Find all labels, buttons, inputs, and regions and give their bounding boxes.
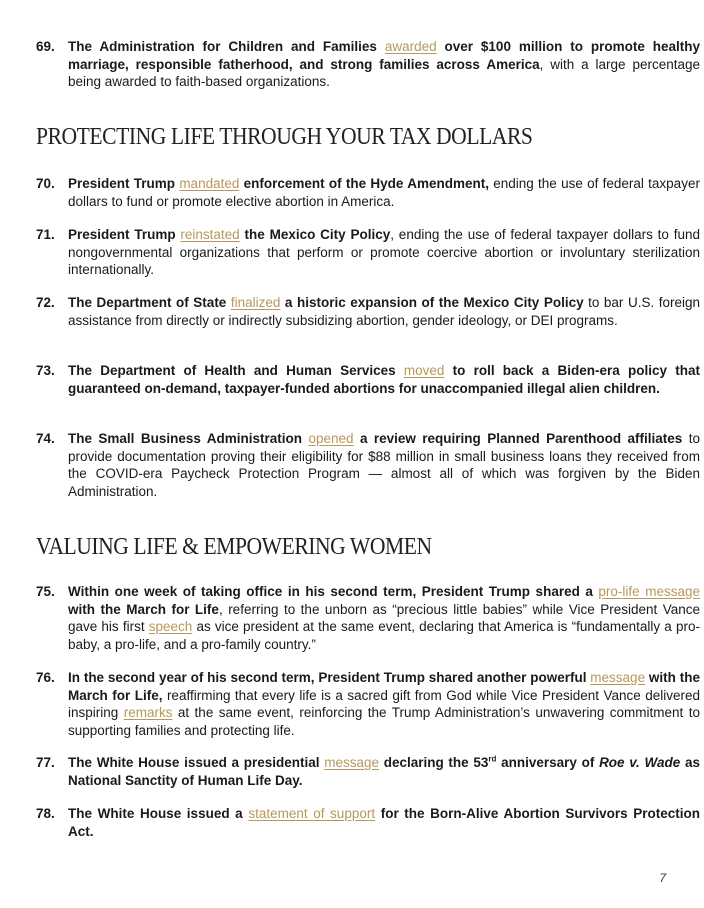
list-item-74	[36, 430, 700, 500]
item-bold-text: anniversary of	[501, 755, 595, 770]
item-bold-text: a historic expansion of the Mexico City Policy	[284, 295, 584, 310]
item-bold-text: The Department of State	[68, 295, 227, 310]
item-bold-text: The Department of Health and Human Services	[68, 363, 396, 378]
item-number: 70.	[36, 176, 55, 191]
link-reinstated[interactable]: reinstated	[180, 227, 240, 242]
item-number: 71.	[36, 227, 55, 242]
list-item-75	[36, 583, 700, 653]
link-opened[interactable]: opened	[308, 431, 354, 446]
item-bold-text: as National Sanctity of Human Life Day.	[68, 755, 700, 788]
section-heading-valuing-life: VALUING LIFE & EMPOWERING WOMEN	[36, 534, 432, 560]
item-text: as vice president at the same event, declaring that America is “fundamentally a pro-baby, a pro-life, and a pro-family country.”	[68, 619, 700, 652]
list-item-71	[36, 226, 700, 279]
item-text: , referring to the unborn as “precious little babies” while Vice President Vance gave his first	[68, 601, 700, 634]
item-bold-text: a review requiring Planned Parenthood affiliates	[359, 431, 683, 446]
ordinal-suffix: rd	[488, 754, 497, 764]
page-number: 7	[659, 871, 666, 885]
item-text: ending the use of federal taxpayer dollars to fund or promote elective abortion in America.	[68, 176, 700, 209]
item-text: , with a large percentage being awarded to faith-based organizations.	[68, 56, 701, 89]
item-text: reaffirming that every life is a sacred gift from God while Vice President Vance delivered inspiring	[68, 687, 700, 720]
item-bold-text: President Trump	[68, 227, 176, 242]
list-item-73	[36, 362, 700, 397]
link-finalized[interactable]: finalized	[230, 295, 281, 310]
item-bold-text: declaring the 53	[383, 755, 489, 770]
link-awarded[interactable]: awarded	[384, 39, 437, 54]
link-message[interactable]: message	[590, 670, 646, 685]
item-text: , ending the use of federal taxpayer dollars to fund nongovernmental organizations that perform or promote coercive abortion or involuntary sterilization internationally.	[68, 227, 700, 277]
item-number: 76.	[36, 670, 55, 685]
item-text: to provide documentation proving their eligibility for $88 million in small business loans they received from the COVID-era Paycheck Protection Program — almost all of which was forgiven by the Biden Administration.	[68, 431, 700, 499]
item-number: 69.	[36, 39, 55, 54]
list-item-70	[36, 175, 700, 210]
list-item-76	[36, 669, 700, 739]
item-bold-text: to roll back a Biden-era policy that guaranteed on-demand, taxpayer-funded abortions for unaccompanied illegal alien children.	[68, 363, 700, 396]
item-bold-text: The Administration for Children and Families	[68, 39, 377, 54]
item-number: 75.	[36, 584, 55, 599]
item-number: 73.	[36, 363, 55, 378]
item-number: 78.	[36, 806, 55, 821]
item-bold-text: The White House issued a	[68, 806, 243, 821]
item-bold-text: enforcement of the Hyde Amendment,	[243, 176, 489, 191]
item-bold-text: President Trump	[68, 176, 176, 191]
item-bold-text: with the March for Life,	[68, 670, 700, 703]
item-bold-text: the Mexico City Policy	[244, 227, 391, 242]
link-remarks[interactable]: remarks	[123, 705, 173, 720]
link-moved[interactable]: moved	[403, 363, 445, 378]
item-bold-text: for the Born-Alive Abortion Survivors Protection Act.	[68, 806, 700, 839]
link-mandated[interactable]: mandated	[179, 176, 240, 191]
item-bold-text: The White House issued a presidential	[68, 755, 320, 770]
item-text: to bar U.S. foreign assistance from directly or indirectly subsidizing abortion, gender ideology, or DEI programs.	[68, 295, 700, 328]
item-bold-text: The Small Business Administration	[68, 431, 303, 446]
link-statement-of-support[interactable]: statement of support	[248, 806, 376, 821]
item-text: at the same event, reinforcing the Trump Administration’s unwavering commitment to supporting families and protecting life.	[68, 705, 700, 738]
item-bold-text: with the March for Life	[68, 601, 219, 617]
item-bold-text: over $100 million to promote healthy marriage, responsible fatherhood, and strong families across America	[68, 39, 700, 72]
link-pro-life-message[interactable]: pro-life message	[598, 584, 700, 599]
list-item-72	[36, 294, 700, 329]
item-number: 77.	[36, 755, 55, 770]
item-number: 74.	[36, 431, 55, 446]
link-speech[interactable]: speech	[148, 619, 193, 634]
item-bold-text: Within one week of taking office in his second term, President Trump shared a	[68, 584, 593, 599]
list-item-77	[36, 754, 700, 789]
list-item-69	[36, 38, 700, 91]
item-bold-text: In the second year of his second term, President Trump shared another powerful	[68, 670, 587, 685]
list-item-78	[36, 805, 700, 840]
case-name: Roe v. Wade	[599, 755, 681, 770]
section-heading-tax-dollars: PROTECTING LIFE THROUGH YOUR TAX DOLLARS	[36, 124, 533, 150]
link-message[interactable]: message	[324, 755, 380, 770]
item-number: 72.	[36, 295, 55, 310]
